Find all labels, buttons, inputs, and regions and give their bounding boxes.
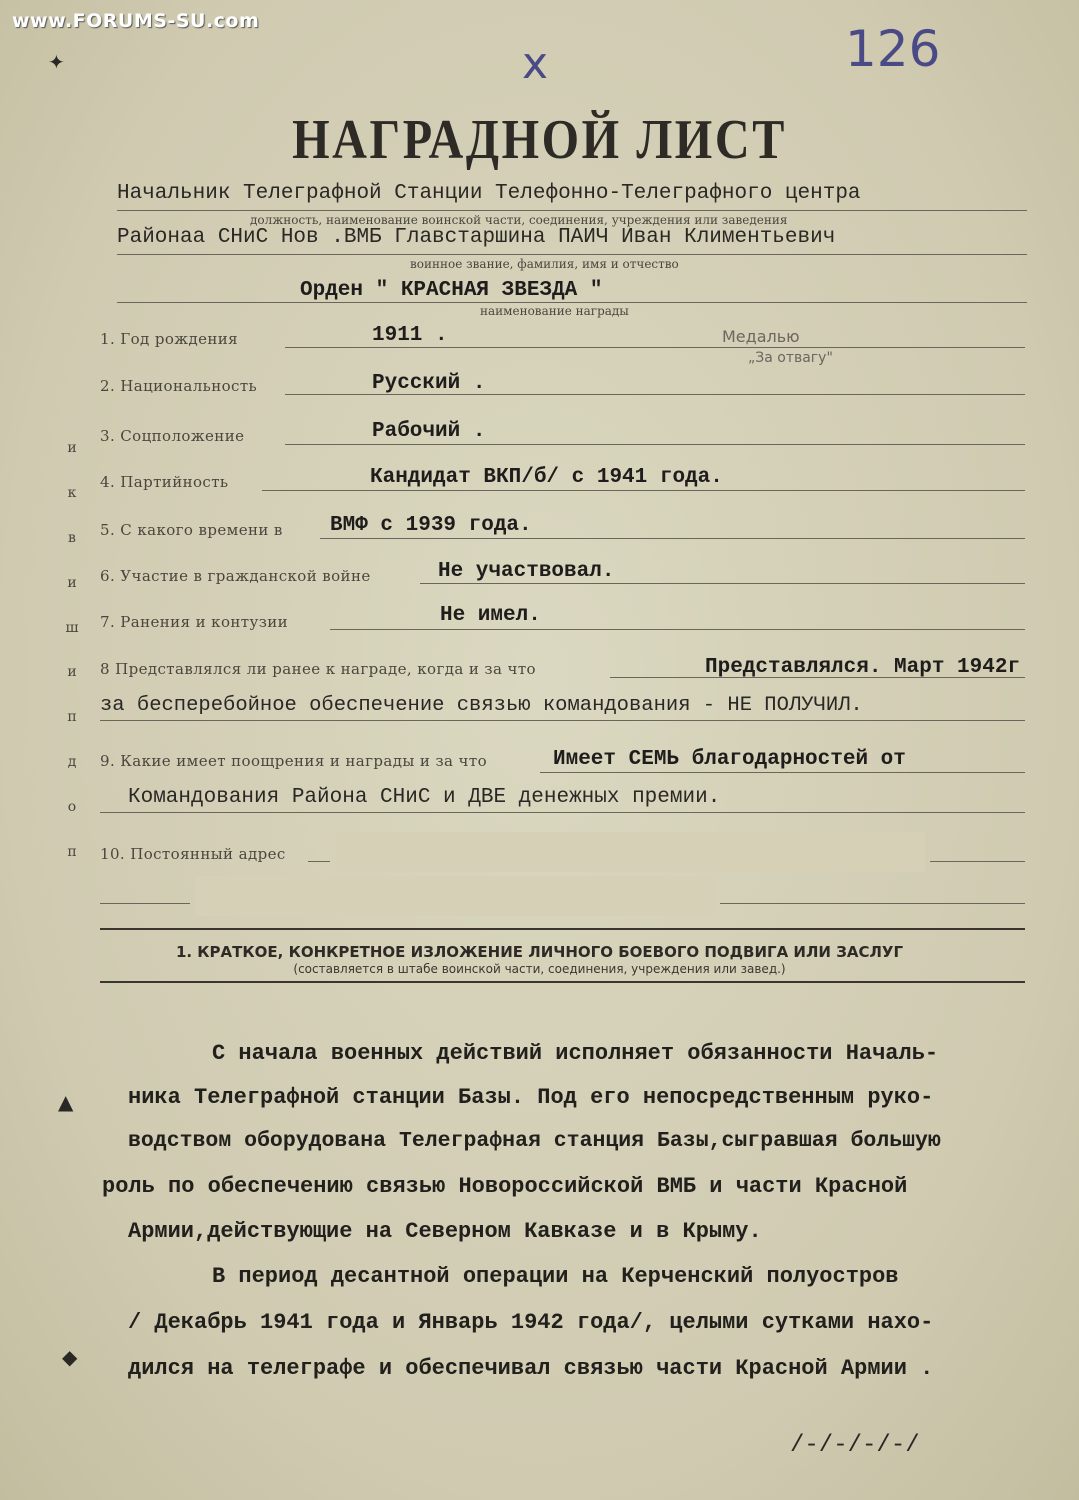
side-letter: п	[67, 843, 77, 860]
medal-note-line2: „За отвагу"	[748, 350, 833, 366]
award-name: Орден " КРАСНАЯ ЗВЕЗДА "	[300, 279, 603, 302]
field-value-birth-year: 1911 .	[372, 324, 448, 347]
side-letter: и	[67, 440, 77, 456]
side-letter: ш	[65, 619, 79, 636]
margin-mark: ◆	[62, 1345, 78, 1369]
field-value-party: Кандидат ВКП/б/ с 1941 года.	[370, 466, 723, 489]
archive-number: 126	[845, 20, 941, 78]
field-label-birth-year: 1. Год рождения	[100, 330, 239, 348]
caption-position: должность, наименование воинской части, соединения, учреждения или заведения	[250, 213, 788, 227]
body-line: / Декабрь 1941 года и Январь 1942 года/, целыми сутками нахо-	[128, 1310, 934, 1335]
field-value-wounds: Не имел.	[440, 604, 541, 627]
field-value-commendations-1: Имеет СЕМЬ благодарностей от	[553, 748, 906, 771]
field-label-previous-award: 8 Представлялся ли ранее к награде, когда и за что	[100, 660, 536, 678]
body-line: ника Телеграфной станции Базы. Под его непосредственным руко-	[128, 1085, 934, 1110]
end-mark: /-/-/-/-/	[790, 1432, 920, 1459]
body-line: дился на телеграфе и обеспечивал связью части Красной Армии .	[128, 1356, 934, 1381]
handwritten-mark: х	[522, 38, 549, 89]
field-value-previous-award-1: Представлялся. Март 1942г	[705, 656, 1021, 679]
field-label-wounds: 7. Ранения и контузии	[100, 613, 289, 631]
position-line1: Начальник Телеграфной Станции Телефонно-Телеграфного центра	[117, 182, 861, 205]
field-label-nationality: 2. Национальность	[100, 377, 258, 395]
watermark: www.FORUMS-SU.com	[12, 10, 260, 32]
field-label-service-since: 5. С какого времени в	[100, 521, 283, 539]
side-letter: о	[67, 799, 77, 815]
section-subtitle: (составляется в штабе воинской части, соединения, учреждения или завед.)	[293, 962, 786, 976]
field-value-nationality: Русский .	[372, 372, 486, 395]
field-label-civil-war: 6. Участие в гражданской войне	[100, 567, 371, 585]
field-value-commendations-2: Командования Района СНиС и ДВЕ денежных премии.	[128, 786, 721, 809]
hole-punch-mark: ✦	[48, 50, 65, 74]
page-title: НАГРАДНОЙ ЛИСТ	[292, 109, 787, 171]
body-line: В период десантной операции на Керченский полуостров	[212, 1264, 899, 1289]
side-letter: д	[67, 754, 77, 771]
side-letter: в	[68, 529, 76, 546]
redacted-address-2	[195, 876, 715, 916]
field-value-service-since: ВМФ с 1939 года.	[330, 514, 532, 537]
side-vertical-text	[62, 440, 82, 860]
body-line: С начала военных действий исполняет обязанности Началь-	[212, 1041, 939, 1066]
side-letter: п	[67, 709, 77, 726]
field-label-address: 10. Постоянный адрес	[100, 845, 286, 863]
caption-award: наименование награды	[480, 304, 629, 318]
position-line2: Районаa СНиС Нов .ВМБ Главстаршина ПАИЧ Иван Климентьевич	[117, 226, 836, 249]
redacted-address-1	[335, 832, 925, 872]
body-line: Армии,действующие на Северном Кавказе и в Крыму.	[128, 1219, 762, 1244]
caption-rank: воинное звание, фамилия, имя и отчество	[410, 257, 679, 271]
medal-note-line1: Медалью	[722, 327, 800, 346]
side-letter: и	[67, 664, 77, 681]
side-letter: и	[67, 574, 77, 591]
field-value-social-status: Рабочий .	[372, 420, 486, 443]
field-value-previous-award-2: за бесперебойное обеспечение связью командования - НЕ ПОЛУЧИЛ.	[100, 694, 863, 717]
field-label-party: 4. Партийность	[100, 473, 229, 491]
side-letter: к	[67, 484, 77, 501]
field-label-commendations: 9. Какие имеет поощрения и награды и за что	[100, 752, 487, 770]
body-line: водством оборудована Телеграфная станция Базы,сыгравшая большую	[128, 1129, 941, 1153]
body-line: роль по обеспечению связью Новороссийской ВМБ и части Красной	[102, 1174, 908, 1199]
field-label-social-status: 3. Соцположение	[100, 427, 245, 445]
section-title: 1. КРАТКОЕ, КОНКРЕТНОЕ ИЗЛОЖЕНИЕ ЛИЧНОГО БОЕВОГО ПОДВИГА ИЛИ ЗАСЛУГ	[175, 943, 904, 961]
margin-mark: ▲	[58, 1090, 74, 1114]
field-value-civil-war: Не участвовал.	[438, 560, 615, 583]
